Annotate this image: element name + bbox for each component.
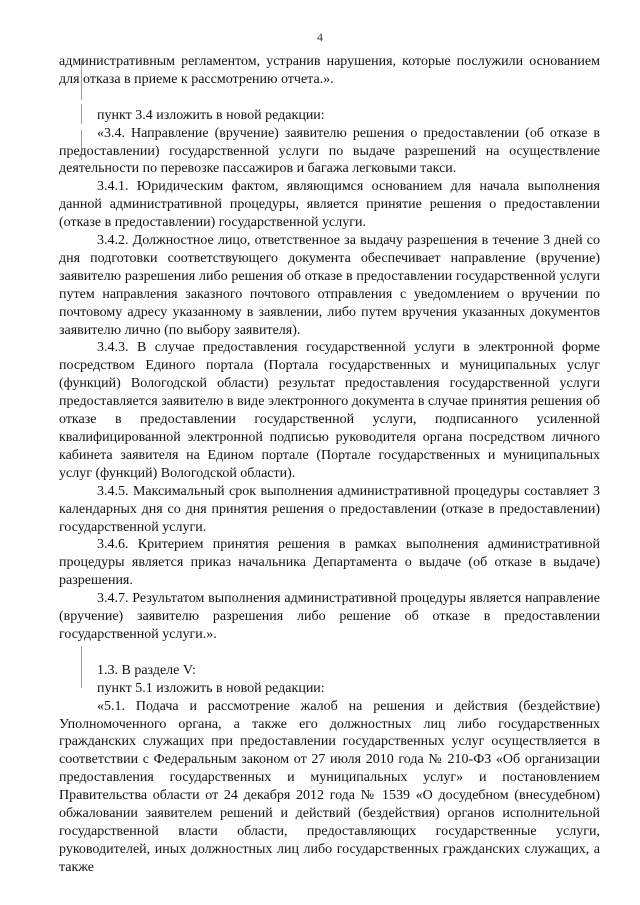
page-number: 4 [317,30,323,44]
paragraph: 3.4.1. Юридическим фактом, являющимся основанием для начала выполнения данной административной процедуры, является принятие решения о предоставлении (отказе в предоставлении) государственной услуги. [59,179,600,231]
paragraph: пункт 3.4 изложить в новой редакции: [97,107,325,123]
paragraph: «3.4. Направление (вручение) заявителю решения о предоставлении (об отказе в предоставлении) государственной услуги по выдаче разрешений на осуществление деятельности по перевозке пассажиров и багажа легковыми такси. [59,125,600,177]
paragraph: 3.4.5. Максимальный срок выполнения административной процедуры составляет 3 календарных дня со дня принятия решения о предоставлении (отказе в предоставлении) государственной услуги. [59,483,600,535]
paragraph: административным регламентом, устранив нарушения, которые послужили основанием для отказа в приеме к рассмотрению отчета.». [59,54,600,87]
document-body [59,53,600,877]
paragraph: 3.4.3. В случае предоставления государственной услуги в электронной форме посредством Единого портала (Портала государственных и муниципальных услуг (функций) Вологодской области) результат предоставления государственной услуги предоставляется заявителю в виде электронного документа в случае принятия решения об отказе в предоставлении государственной услуги, подписанного усиленной квалифицированной электронной подписью руководителя органа посредством личного кабинета заявителя на Едином портале (Портале государственных и муниципальных услуг (функций) Вологодской области). [59,340,600,481]
paragraph: «5.1. Подача и рассмотрение жалоб на решения и действия (бездействие) Уполномоченного органа, а также его должностных лиц либо государственных гражданских служащих при предоставлении государственных услуг осуществляется в соответствии с Федеральным законом от 27 июля 2010 года № 210-ФЗ «Об организации предоставления государственных и муниципальных услуг» и постановлением Правительства области от 24 декабря 2012 года № 1539 «О досудебном (внесудебном) обжаловании заявителем решений и действий (бездействия) органов исполнительной государственной власти области, предоставляющих государственные услуги, руководителей, иных должностных лиц либо государственных гражданских служащих, а также [59,698,600,875]
paragraph: 3.4.2. Должностное лицо, ответственное за выдачу разрешения в течение 3 дней со дня подготовки соответствующего документа обеспечивает направление (вручение) заявителю разрешения либо решения об отказе в предоставлении государственной услуги путем направления заказного почтового отправления с уведомлением о вручении по почтовому адресу указанному в заявлении, либо путем вручения указанных документов заявителю лично (по выбору заявителя). [59,233,600,338]
section-heading: 1.3. В разделе V: [97,662,196,678]
paragraph: пункт 5.1 изложить в новой редакции: [97,680,325,696]
paragraph: 3.4.7. Результатом выполнения административной процедуры является направление (вручение) заявителю разрешения либо решение об отказе в предоставлении государственной услуги.». [59,591,600,642]
paragraph: 3.4.6. Критерием принятия решения в рамках выполнения административной процедуры является приказ начальника Департамента о выдаче (об отказе в выдаче) разрешения. [59,537,600,589]
